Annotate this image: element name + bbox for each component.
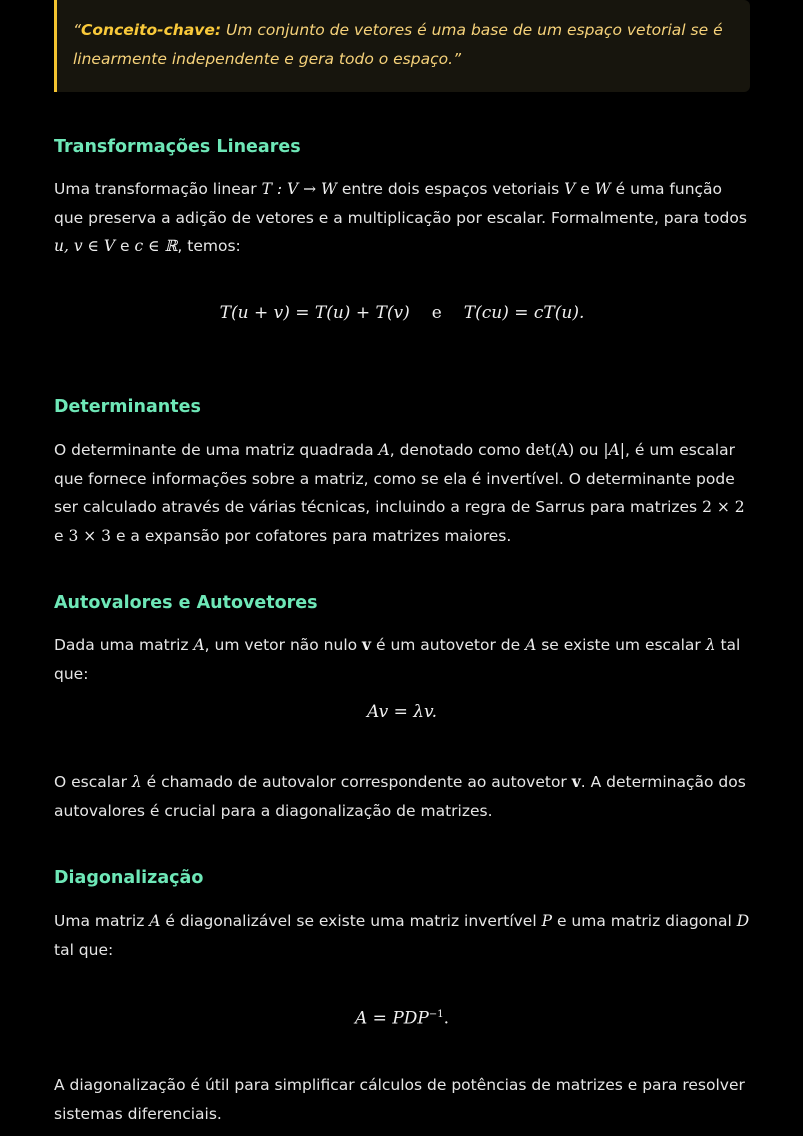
text-span: . A determinação dos autovalores é crucial para a diagonalização de matrizes. (54, 773, 746, 820)
math-inline: c ∈ ℝ (134, 237, 178, 255)
paragraph-eigen-definition (54, 631, 750, 688)
equation-linearity (54, 300, 750, 326)
text-span: , um vetor não nulo (204, 636, 363, 654)
heading-determinants: Determinantes (54, 397, 201, 417)
paragraph-eigenvalue (54, 768, 750, 825)
equation-end: . (443, 1008, 449, 1029)
math-inline: P (541, 912, 553, 930)
heading-linear-transformations: Transformações Lineares (54, 137, 301, 157)
math-inline: V (564, 180, 576, 198)
text-span: ou (574, 441, 604, 459)
equation-eigen (54, 699, 750, 725)
text-span: se existe um escalar (536, 636, 706, 654)
math-inline: 3 × 3 (68, 526, 112, 545)
paragraph-linear-transformations (54, 175, 750, 261)
text-span: , é um escalar que fornece informações sobre a matriz, como se ela é invertível. O determinante pode ser calculado através de várias técnicas, incluindo a regra de Sarrus para matrizes (54, 441, 736, 516)
text-span: e a expansão por cofatores para matrizes maiores. (111, 526, 512, 545)
text-span: é uma função que preserva a adição de vetores e a multiplicação por escalar. Formalmente, para todos (54, 180, 747, 227)
equation-body: A = PDP (355, 1008, 429, 1029)
text-span: entre dois espaços vetoriais (336, 180, 565, 198)
text-span: Dada uma matriz (54, 636, 194, 654)
math-inline: A (149, 912, 161, 930)
math-inline: W (594, 180, 611, 198)
equation-superscript: −1 (428, 1009, 444, 1020)
callout-close-quote: ” (453, 50, 462, 68)
callout-text: Um conjunto de vetores é uma base de um espaço vetorial se é linearmente independente e gera todo o espaço. (73, 21, 723, 68)
heading-diagonalization: Diagonalização (54, 868, 204, 888)
text-span: O escalar (54, 773, 132, 791)
text-span: , temos: (177, 237, 241, 255)
math-inline: A (525, 636, 537, 654)
math-inline: u, v ∈ V (54, 237, 116, 255)
callout-key-label: Conceito-chave: (81, 21, 222, 39)
text-span: e (54, 526, 69, 545)
text-span: tal que: (54, 636, 741, 683)
text-span: Uma transformação linear (54, 180, 262, 198)
text-span: é um autovetor de (371, 636, 526, 654)
equation-diagonalization (54, 1002, 750, 1032)
heading-eigen: Autovalores e Autovetores (54, 593, 318, 613)
math-inline: v (362, 635, 372, 654)
key-concept-callout (54, 0, 750, 92)
text-span: , denotado como (389, 441, 526, 459)
math-inline: T : V → W (261, 180, 337, 198)
paragraph-diagonalization (54, 907, 750, 964)
paragraph-diagonalization-usage: A diagonalização é útil para simplificar cálculos de potências de matrizes e para resolver sistemas diferenciais. (54, 1076, 745, 1123)
math-inline: |A| (603, 441, 626, 459)
math-inline: det(A) (525, 441, 575, 459)
math-inline: A (193, 636, 205, 654)
text-span: é chamado de autovalor correspondente ao autovetor (141, 773, 572, 791)
text-span: Uma matriz (54, 912, 150, 930)
text-span: e (115, 237, 135, 255)
text-span: tal que: (54, 940, 114, 959)
text-span: e (575, 180, 595, 198)
math-inline: v (571, 772, 581, 791)
paragraph-determinants (54, 436, 750, 550)
text-span: é diagonalizável se existe uma matriz invertível (160, 912, 542, 930)
math-inline: λ (131, 773, 142, 791)
math-inline: 2 × 2 (702, 498, 745, 516)
math-inline: A (378, 441, 390, 459)
math-inline: λ (705, 636, 716, 654)
equation-right: T(cu) = cT(u). (463, 303, 585, 323)
equation-body: Av = λv. (366, 702, 437, 722)
equation-left: T(u + v) = T(u) + T(v) (219, 303, 410, 323)
equation-conjunction: e (431, 303, 442, 323)
text-span: O determinante de uma matriz quadrada (54, 441, 379, 459)
math-inline: D (736, 912, 750, 930)
text-span: e uma matriz diagonal (552, 912, 737, 930)
callout-open-quote: “ (73, 21, 82, 39)
